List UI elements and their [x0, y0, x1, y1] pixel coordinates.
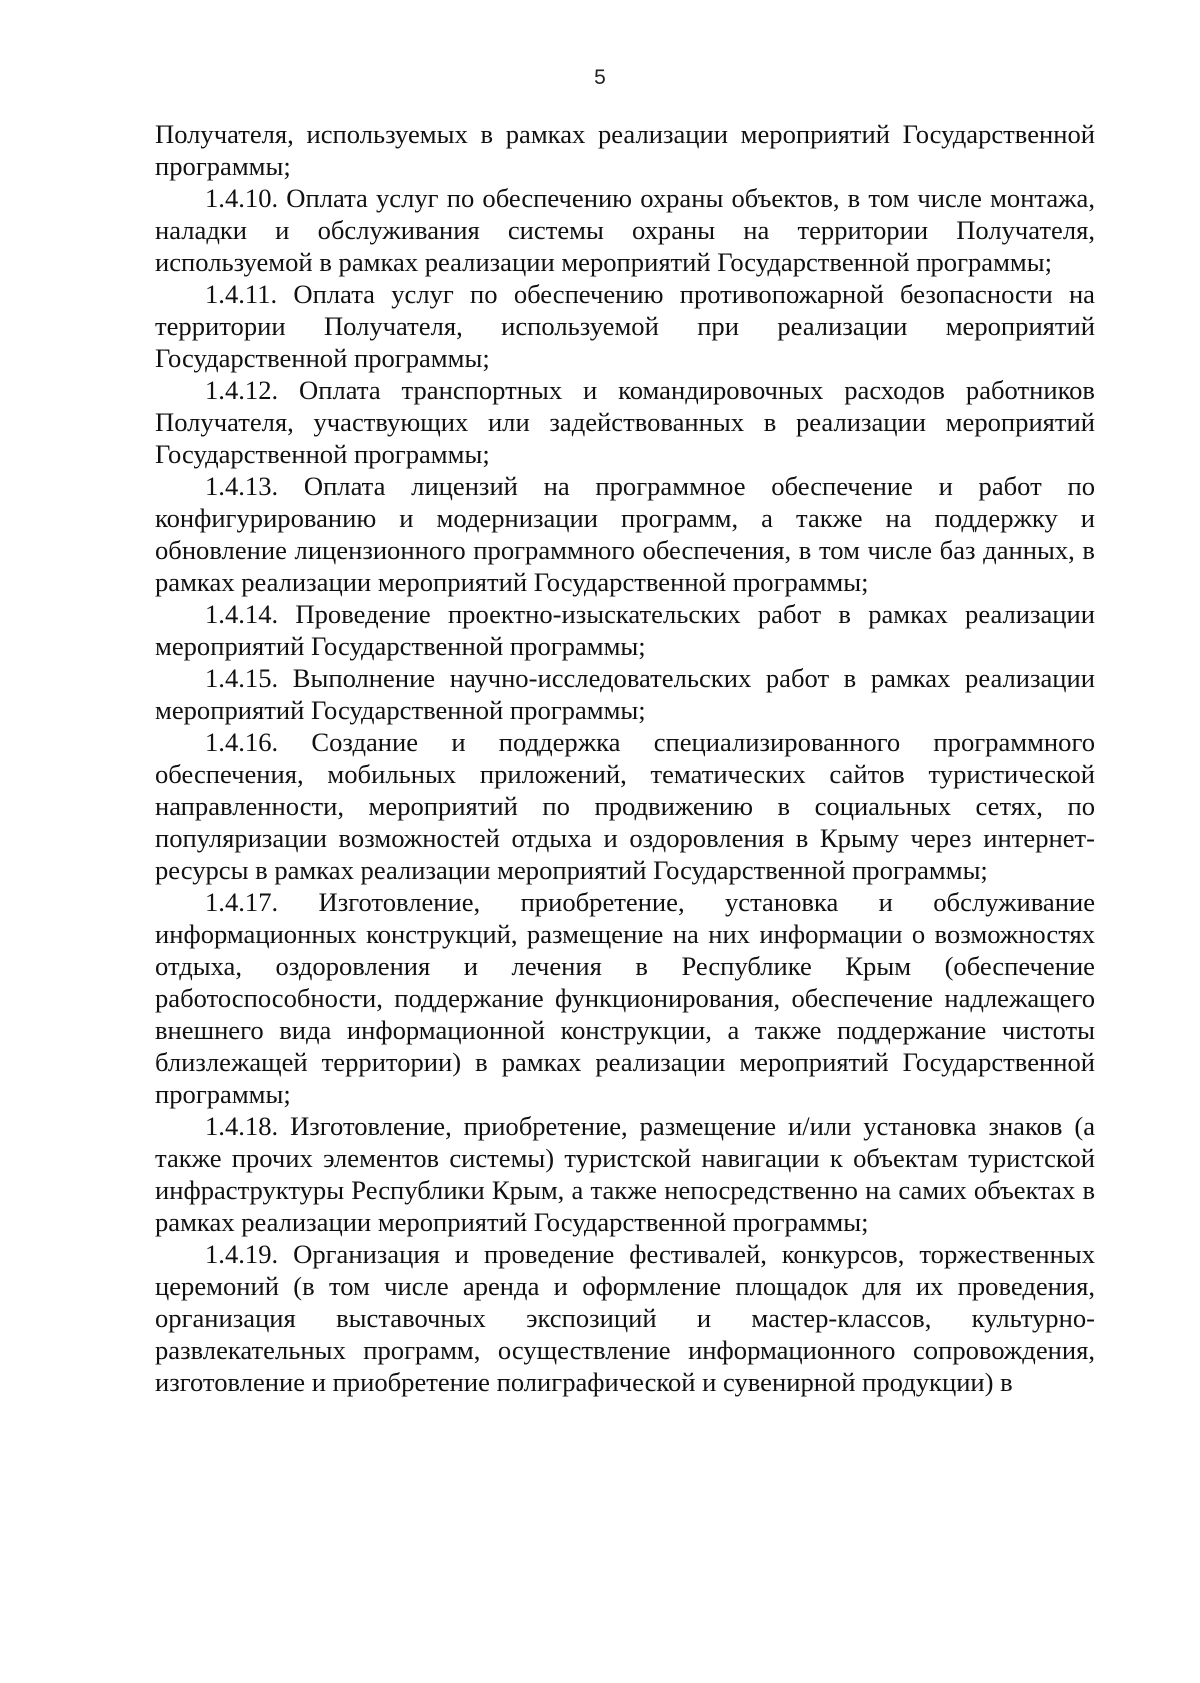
- paragraph-item-1-4-14: 1.4.14. Проведение проектно-изыскательских работ в рамках реализации мероприятий Государственной программы;: [155, 599, 1095, 661]
- document-body: [155, 118, 1095, 1398]
- paragraph-item-1-4-19: 1.4.19. Организация и проведение фестивалей, конкурсов, торжественных церемоний (в том числе аренда и оформление площадок для их проведения, организация выставочных экспозиций и мастер-классов, культурно-развлекательных программ, осуществление информационного сопровождения, изготовление и приобретение полиграфической и сувенирной продукции) в: [155, 1239, 1095, 1397]
- paragraph-item-1-4-12: 1.4.12. Оплата транспортных и командировочных расходов работников Получателя, участвующих или задействованных в реализации мероприятий Государственной программы;: [155, 375, 1095, 469]
- paragraph-item-1-4-16: 1.4.16. Создание и поддержка специализированного программного обеспечения, мобильных приложений, тематических сайтов туристической направленности, мероприятий по продвижению в социальных сетях, по популяризации возможностей отдыха и оздоровления в Крыму через интернет-ресурсы в рамках реализации мероприятий Государственной программы;: [155, 727, 1095, 885]
- paragraph-item-1-4-17: 1.4.17. Изготовление, приобретение, установка и обслуживание информационных конструкций, размещение на них информации о возможностях отдыха, оздоровления и лечения в Республике Крым (обеспечение работоспособности, поддержание функционирования, обеспечение надлежащего внешнего вида информационной конструкции, а также поддержание чистоты близлежащей территории) в рамках реализации мероприятий Государственной программы;: [155, 887, 1095, 1109]
- paragraph-item-1-4-15: 1.4.15. Выполнение научно-исследовательских работ в рамках реализации мероприятий Государственной программы;: [155, 663, 1095, 725]
- paragraph-item-1-4-18: 1.4.18. Изготовление, приобретение, размещение и/или установка знаков (а также прочих элементов системы) туристской навигации к объектам туристской инфраструктуры Республики Крым, а также непосредственно на самих объектах в рамках реализации мероприятий Государственной программы;: [155, 1111, 1095, 1237]
- page-number: 5: [594, 66, 606, 89]
- paragraph-item-1-4-11: 1.4.11. Оплата услуг по обеспечению противопожарной безопасности на территории Получателя, используемой при реализации мероприятий Государственной программы;: [155, 279, 1095, 373]
- paragraph-item-1-4-10: 1.4.10. Оплата услуг по обеспечению охраны объектов, в том числе монтажа, наладки и обслуживания системы охраны на территории Получателя, используемой в рамках реализации мероприятий Государственной программы;: [155, 183, 1095, 277]
- paragraph-continuation: Получателя, используемых в рамках реализации мероприятий Государственной программы;: [155, 119, 1095, 181]
- paragraph-item-1-4-13: 1.4.13. Оплата лицензий на программное обеспечение и работ по конфигурированию и модернизации программ, а также на поддержку и обновление лицензионного программного обеспечения, в том числе баз данных, в рамках реализации мероприятий Государственной программы;: [155, 471, 1095, 597]
